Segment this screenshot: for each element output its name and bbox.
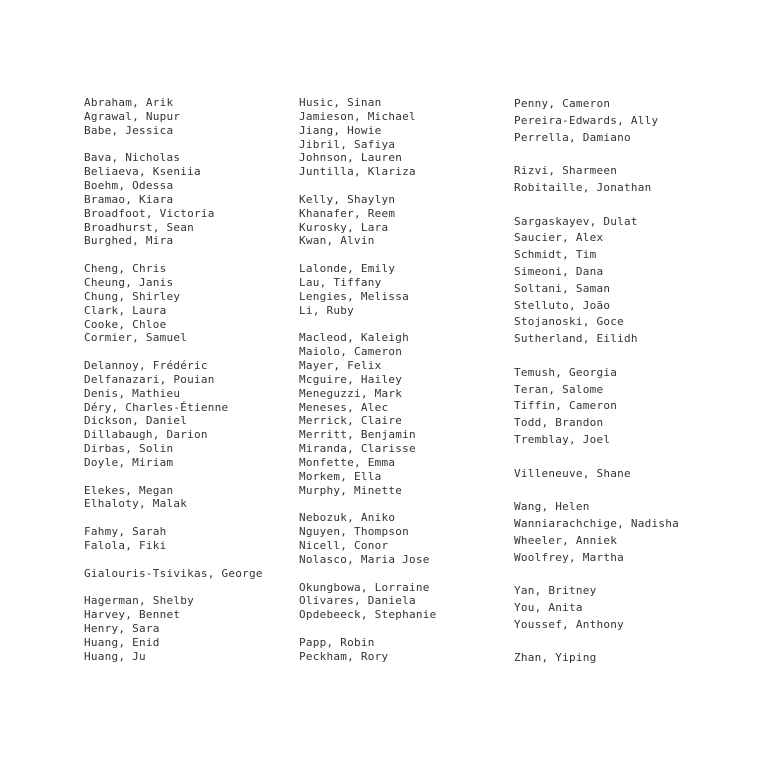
name-entry: Papp, Robin bbox=[299, 635, 375, 649]
name-group bbox=[299, 636, 499, 664]
name-entry: Wheeler, Anniek bbox=[514, 533, 618, 547]
name-entry: Villeneuve, Shane bbox=[514, 466, 631, 480]
name-entry: Miranda, Clarisse bbox=[299, 442, 416, 456]
name-entry: Nebozuk, Aniko bbox=[299, 511, 396, 525]
name-entry: Robitaille, Jonathan bbox=[514, 180, 652, 194]
name-entry: Jiang, Howie bbox=[299, 123, 382, 137]
name-column-1 bbox=[84, 96, 284, 677]
name-entry: Teran, Salome bbox=[514, 382, 604, 396]
name-entry: Nolasco, Maria Jose bbox=[299, 552, 430, 566]
name-entry: Lengies, Melissa bbox=[299, 289, 409, 303]
name-group bbox=[84, 567, 284, 581]
name-entry: Meneguzzi, Mark bbox=[299, 386, 403, 400]
name-entry: Bava, Nicholas bbox=[84, 151, 181, 165]
name-entry: Olivares, Daniela bbox=[299, 594, 416, 608]
name-entry: Sargaskayev, Dulat bbox=[514, 214, 638, 228]
name-entry: Penny, Cameron bbox=[514, 97, 611, 110]
name-entry: Opdebeeck, Stephanie bbox=[299, 608, 437, 622]
name-entry: Dillabaugh, Darion bbox=[84, 428, 208, 442]
name-entry: Cheng, Chris bbox=[84, 262, 167, 276]
name-entry: Clark, Laura bbox=[84, 303, 167, 317]
name-entry: Huang, Ju bbox=[84, 649, 146, 663]
name-entry: Li, Ruby bbox=[299, 303, 354, 317]
name-entry: Elekes, Megan bbox=[84, 483, 174, 497]
name-entry: Burghed, Mira bbox=[84, 234, 174, 248]
name-group bbox=[514, 583, 744, 633]
name-entry: Husic, Sinan bbox=[299, 96, 382, 109]
name-entry: Broadhurst, Sean bbox=[84, 220, 194, 234]
name-group bbox=[84, 151, 284, 248]
name-group bbox=[299, 581, 499, 623]
name-entry: Rizvi, Sharmeen bbox=[514, 164, 618, 178]
name-group bbox=[299, 511, 499, 566]
name-group bbox=[514, 163, 744, 197]
name-entry: Cormier, Samuel bbox=[84, 331, 188, 345]
name-entry: Chung, Shirley bbox=[84, 289, 181, 303]
name-group bbox=[299, 96, 499, 179]
name-entry: Cooke, Chloe bbox=[84, 317, 167, 331]
name-entry: Morkem, Ella bbox=[299, 469, 382, 483]
name-entry: Peckham, Rory bbox=[299, 649, 389, 663]
name-entry: Mcguire, Hailey bbox=[299, 372, 403, 386]
name-group bbox=[514, 650, 744, 667]
name-entry: Agrawal, Nupur bbox=[84, 109, 181, 123]
name-entry: Lau, Tiffany bbox=[299, 275, 382, 289]
name-entry: Woolfrey, Martha bbox=[514, 550, 624, 564]
name-entry: Yan, Britney bbox=[514, 584, 597, 598]
name-group bbox=[514, 466, 744, 483]
name-entry: Bramao, Kiara bbox=[84, 192, 174, 206]
name-entry: Kurosky, Lara bbox=[299, 220, 389, 234]
name-entry: Dickson, Daniel bbox=[84, 414, 188, 428]
name-group bbox=[84, 594, 284, 663]
name-entry: Merrick, Claire bbox=[299, 414, 403, 428]
name-entry: Maiolo, Cameron bbox=[299, 345, 403, 359]
name-entry: Soltani, Saman bbox=[514, 281, 611, 295]
name-group bbox=[299, 193, 499, 248]
name-entry: Abraham, Arik bbox=[84, 96, 174, 109]
name-entry: Wang, Helen bbox=[514, 500, 590, 514]
name-entry: Fahmy, Sarah bbox=[84, 525, 167, 539]
name-group bbox=[84, 96, 284, 138]
name-group bbox=[514, 499, 744, 566]
name-entry: Perrella, Damiano bbox=[514, 130, 631, 144]
name-group bbox=[84, 359, 284, 470]
name-entry: Todd, Brandon bbox=[514, 416, 604, 430]
name-entry: Stojanoski, Goce bbox=[514, 315, 624, 329]
name-group bbox=[299, 262, 499, 317]
name-column-2 bbox=[299, 96, 499, 677]
name-entry: Khanafer, Reem bbox=[299, 206, 396, 220]
name-entry: Harvey, Bennet bbox=[84, 608, 181, 622]
name-group bbox=[84, 484, 284, 512]
name-entry: Youssef, Anthony bbox=[514, 617, 624, 631]
name-entry: Henry, Sara bbox=[84, 622, 160, 636]
name-entry: Tremblay, Joel bbox=[514, 432, 611, 446]
name-entry: Simeoni, Dana bbox=[514, 264, 604, 278]
name-entry: Merritt, Benjamin bbox=[299, 428, 416, 442]
name-entry: Jamieson, Michael bbox=[299, 109, 416, 123]
name-entry: Beliaeva, Kseniia bbox=[84, 165, 201, 179]
name-entry: Broadfoot, Victoria bbox=[84, 206, 215, 220]
name-group bbox=[514, 214, 744, 348]
name-entry: Lalonde, Emily bbox=[299, 262, 396, 276]
name-column-3 bbox=[514, 96, 744, 684]
name-entry: Elhaloty, Malak bbox=[84, 497, 188, 511]
name-entry: Temush, Georgia bbox=[514, 365, 618, 379]
name-entry: Jibril, Safiya bbox=[299, 137, 396, 151]
name-entry: Johnson, Lauren bbox=[299, 151, 403, 165]
name-entry: Juntilla, Klariza bbox=[299, 165, 416, 179]
name-entry: Sutherland, Eilidh bbox=[514, 332, 638, 346]
name-entry: Kelly, Shaylyn bbox=[299, 192, 396, 206]
name-group bbox=[514, 365, 744, 449]
name-group bbox=[84, 525, 284, 553]
name-entry: Huang, Enid bbox=[84, 635, 160, 649]
name-entry: Meneses, Alec bbox=[299, 400, 389, 414]
name-entry: Tiffin, Cameron bbox=[514, 399, 618, 413]
name-entry: Kwan, Alvin bbox=[299, 234, 375, 248]
name-entry: Cheung, Janis bbox=[84, 275, 174, 289]
name-entry: Doyle, Miriam bbox=[84, 455, 174, 469]
name-entry: Nicell, Conor bbox=[299, 539, 389, 552]
name-entry: Dirbas, Solin bbox=[84, 442, 174, 456]
name-entry: Gialouris-Tsivikas, George bbox=[84, 566, 263, 580]
name-entry: Babe, Jessica bbox=[84, 123, 174, 137]
name-entry: Okungbowa, Lorraine bbox=[299, 580, 430, 594]
name-group bbox=[299, 331, 499, 497]
name-entry: Stelluto, João bbox=[514, 298, 611, 312]
name-entry: Boehm, Odessa bbox=[84, 179, 174, 193]
name-group bbox=[514, 96, 744, 146]
name-entry: Nguyen, Thompson bbox=[299, 525, 409, 539]
name-entry: Déry, Charles-Étienne bbox=[84, 400, 229, 414]
name-entry: Delannoy, Frédéric bbox=[84, 359, 208, 373]
name-entry: Schmidt, Tim bbox=[514, 248, 597, 262]
name-entry: Mayer, Felix bbox=[299, 359, 382, 373]
name-entry: Wanniarachchige, Nadisha bbox=[514, 516, 679, 530]
name-entry: Hagerman, Shelby bbox=[84, 594, 194, 608]
name-entry: Macleod, Kaleigh bbox=[299, 331, 409, 345]
name-entry: Pereira-Edwards, Ally bbox=[514, 113, 659, 127]
name-entry: Denis, Mathieu bbox=[84, 386, 181, 400]
name-entry: Saucier, Alex bbox=[514, 231, 604, 245]
name-entry: Monfette, Emma bbox=[299, 455, 396, 469]
name-entry: You, Anita bbox=[514, 600, 583, 614]
name-entry: Zhan, Yiping bbox=[514, 651, 597, 665]
name-group bbox=[84, 262, 284, 345]
name-entry: Delfanazari, Pouian bbox=[84, 372, 215, 386]
name-entry: Falola, Fiki bbox=[84, 539, 167, 552]
name-entry: Murphy, Minette bbox=[299, 483, 403, 497]
